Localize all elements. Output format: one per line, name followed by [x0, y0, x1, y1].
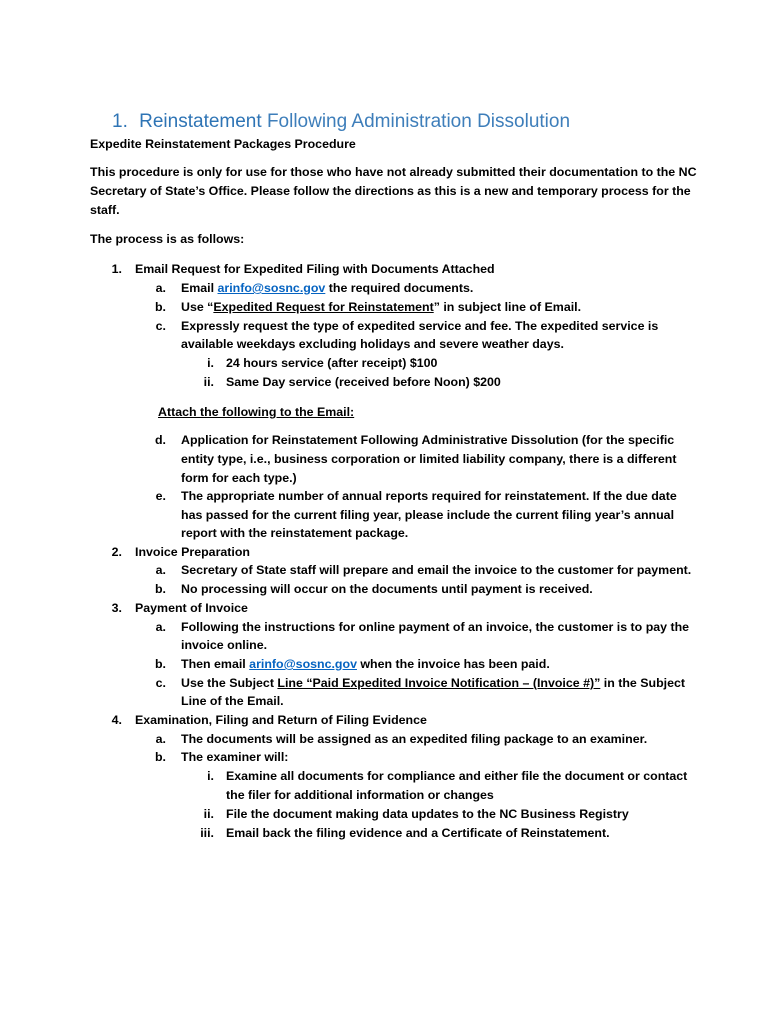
item-label: d. — [154, 433, 166, 447]
item-label: b. — [154, 750, 166, 764]
item-label: b. — [154, 582, 166, 596]
step-number-1: 1. — [111, 262, 122, 276]
item-1e-line-1 — [181, 487, 677, 505]
subitem-4bi-line-1: Examine all documents for compliance and either file the document or contact — [226, 769, 688, 783]
subitem-same-day: Same Day service (received before Noon) $200 — [226, 375, 501, 389]
subitem-4bii: File the document making data updates to the NC Business Registry — [226, 807, 629, 821]
step-number-3: 3. — [111, 601, 122, 615]
item-label: c. — [155, 676, 166, 690]
item-4a: The documents will be assigned as an expedited filing package to an examiner. — [181, 732, 648, 746]
item-3c-line-2: Line of the Email. — [181, 694, 284, 708]
item-3b — [181, 655, 550, 673]
item-1e-line-2: has passed for the current filing year, please include the current filing year’s annual — [181, 508, 675, 522]
heading-rest: Following Administration Dissolution — [266, 111, 571, 132]
item-text: in the Subject — [600, 676, 686, 690]
item-3c-line-1 — [181, 674, 685, 692]
procedure-subtitle: Expedite Reinstatement Packages Procedure — [90, 137, 356, 151]
item-label: b. — [154, 657, 166, 671]
subject-line-text: Line “Paid Expedited Invoice Notification – (Invoice #)” — [277, 676, 601, 690]
step-number-4: 4. — [111, 713, 122, 727]
intro-line-2: Secretary of State’s Office. Please follow the directions as this is a new and temporary process for the — [90, 184, 691, 198]
item-bold-text: annual reports — [342, 489, 429, 503]
step-number-2: 2. — [111, 545, 122, 559]
item-text: Use the Subject — [181, 676, 278, 690]
item-bold-text: Application for Reinstatement Following Administrative Dissolution — [181, 433, 579, 447]
attach-heading: Attach the following to the Email: — [158, 405, 355, 419]
item-2b: No processing will occur on the documents until payment is received. — [181, 582, 593, 596]
intro-line-3: staff. — [90, 203, 120, 217]
item-2a: Secretary of State staff will prepare and email the invoice to the customer for payment. — [181, 563, 692, 577]
email-link[interactable]: arinfo@sosnc.gov — [249, 657, 357, 671]
item-3a-line-2: invoice online. — [181, 638, 268, 652]
subject-line-text: Expedited Request for Reinstatement — [213, 300, 434, 314]
item-text: (for the specific — [578, 433, 675, 447]
item-1d-line-1 — [181, 431, 674, 449]
item-text: Then email — [181, 657, 250, 671]
subitem-label: i. — [207, 769, 214, 783]
step-title-4: Examination, Filing and Return of Filing Evidence — [135, 713, 427, 727]
item-4b: The examiner will: — [181, 750, 289, 764]
step-title-3: Payment of Invoice — [135, 601, 248, 615]
process-intro: The process is as follows: — [90, 232, 245, 246]
heading-number: 1. — [112, 111, 128, 132]
subitem-24hr: 24 hours service (after receipt) $100 — [226, 356, 438, 370]
item-1b — [181, 298, 581, 316]
item-1e-line-3: report with the reinstatement package. — [181, 526, 409, 540]
subitem-4biii: Email back the filing evidence and a Certificate of Reinstatement. — [226, 826, 610, 840]
item-1a — [181, 279, 473, 297]
step-title-1: Email Request for Expedited Filing with Documents Attached — [135, 262, 495, 276]
item-label: a. — [155, 732, 166, 746]
item-text: required for reinstatement. If the due date — [428, 489, 677, 503]
step-title-2: Invoice Preparation — [135, 545, 250, 559]
subitem-label: ii. — [203, 807, 214, 821]
item-label: e. — [155, 489, 166, 503]
item-1d-line-3: form for each type.) — [181, 471, 297, 485]
heading-strong: Reinstatement — [139, 111, 262, 132]
item-label: c. — [155, 319, 166, 333]
subitem-4bi-line-2: the filer for additional information or changes — [226, 788, 494, 802]
item-label: a. — [155, 563, 166, 577]
subitem-label: i. — [207, 356, 214, 370]
item-label: a. — [155, 620, 166, 634]
item-text: ” in subject line of Email. — [433, 300, 582, 314]
item-3a-line-1: Following the instructions for online payment of an invoice, the customer is to pay the — [181, 620, 690, 634]
item-1c-line-2: available weekdays excluding holidays and severe weather days. — [181, 337, 564, 351]
item-text: the required documents. — [325, 281, 474, 295]
item-text: Use “ — [181, 300, 214, 314]
subitem-label: iii. — [200, 826, 214, 840]
item-label: a. — [155, 281, 166, 295]
item-text: when the invoice has been paid. — [356, 657, 550, 671]
subitem-label: ii. — [203, 375, 214, 389]
intro-line-1: This procedure is only for use for those who have not already submitted their documentation to the NC — [90, 165, 697, 179]
item-text: Email — [181, 281, 218, 295]
item-label: b. — [154, 300, 166, 314]
email-link[interactable]: arinfo@sosnc.gov — [217, 281, 326, 295]
item-text: The appropriate number of — [181, 489, 343, 503]
section-heading — [112, 110, 570, 134]
item-1c-line-1: Expressly request the type of expedited service and fee. The expedited service is — [181, 319, 659, 333]
item-1d-line-2: entity type, i.e., business corporation or limited liability company, there is a different — [181, 452, 677, 466]
